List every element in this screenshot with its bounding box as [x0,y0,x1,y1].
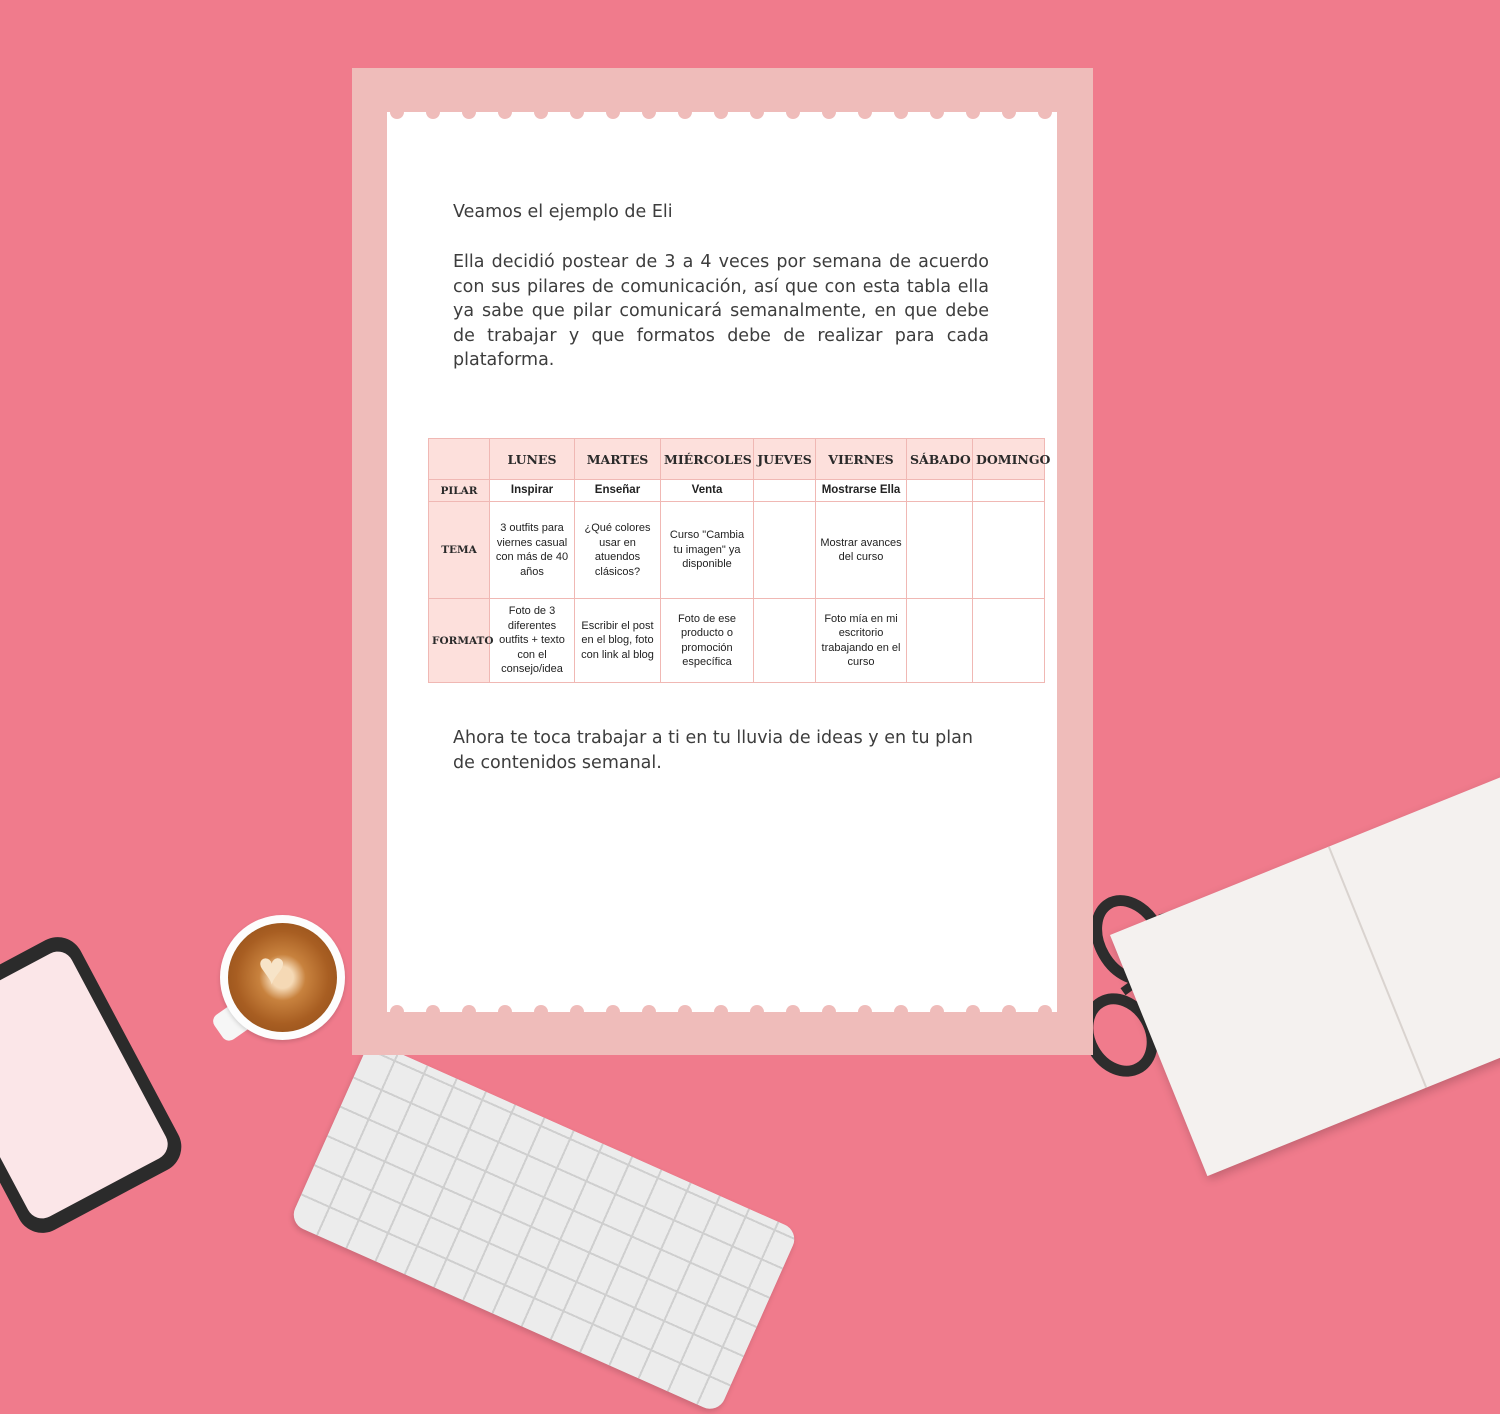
notebook-fold [1328,846,1427,1088]
table-cell: 3 outfits para viernes casual con más de 40 años [490,502,575,599]
row-header: FORMATO [429,599,490,683]
perforation-dot [786,112,800,119]
day-header: MARTES [575,439,661,480]
table-header-row [429,439,1045,480]
table-row [429,480,1045,502]
perforation-dot [966,112,980,119]
perforation-dot [1002,112,1016,119]
heart-art-icon: ♥ [258,942,286,994]
closing-paragraph: Ahora te toca trabajar a ti en tu lluvia de ideas y en tu plan de contenidos semanal. [453,728,973,773]
table-cell [907,599,973,683]
perforation-dot [714,112,728,119]
perforation-bottom [387,998,1057,1012]
table-cell [973,599,1045,683]
perforation-dot [894,1005,908,1012]
perforation-dot [1038,1005,1052,1012]
perforation-dot [786,1005,800,1012]
table-cell: Foto de ese producto o promoción específica [661,599,754,683]
perforation-dot [534,1005,548,1012]
perforation-dot [714,1005,728,1012]
perforation-dot [750,1005,764,1012]
day-header: VIERNES [816,439,907,480]
perforation-dot [678,112,692,119]
corner-cell [429,439,490,480]
perforation-dot [570,112,584,119]
perforation-dot [498,1005,512,1012]
perforation-dot [822,112,836,119]
perforation-dot [894,112,908,119]
perforation-dot [570,1005,584,1012]
table-cell [907,480,973,502]
table-cell [754,599,816,683]
day-header: LUNES [490,439,575,480]
table-cell: Escribir el post en el blog, foto con link al blog [575,599,661,683]
table-cell: Inspirar [490,480,575,502]
perforation-dot [462,112,476,119]
phone-screen [0,946,173,1224]
perforation-dot [390,112,404,119]
table-row [429,599,1045,683]
perforation-top [387,112,1057,126]
table-cell: Mostrar avances del curso [816,502,907,599]
perforation-dot [858,1005,872,1012]
table-cell [754,480,816,502]
perforation-dot [678,1005,692,1012]
perforation-dot [534,112,548,119]
intro-paragraph: Ella decidió postear de 3 a 4 veces por semana de acuerdo con sus pilares de comunicación, así que con esta tabla ella ya sabe que pilar comunicará semanalmente, en que debe de trabajar y que formatos debe de realizar para cada plataforma. [453,252,989,370]
perforation-dot [462,1005,476,1012]
perforation-dot [642,112,656,119]
perforation-dot [930,1005,944,1012]
table-cell: Curso "Cambia tu imagen" ya disponible [661,502,754,599]
weekly-content-table [428,438,1051,683]
perforation-dot [426,1005,440,1012]
perforation-dot [750,112,764,119]
table-cell: Foto mía en mi escritorio trabajando en el curso [816,599,907,683]
table-cell: Mostrarse Ella [816,480,907,502]
perforation-dot [498,112,512,119]
table-cell [973,480,1045,502]
table-row [429,502,1045,599]
perforation-dot [426,112,440,119]
table-cell [973,502,1045,599]
perforation-dot [822,1005,836,1012]
table-cell: Venta [661,480,754,502]
perforation-dot [1038,112,1052,119]
table-cell: ¿Qué colores usar en atuendos clásicos? [575,502,661,599]
perforation-dot [966,1005,980,1012]
row-header: PILAR [429,480,490,502]
day-header: MIÉRCOLES [661,439,754,480]
perforation-dot [858,112,872,119]
page-title: Veamos el ejemplo de Eli [453,202,673,222]
row-header: TEMA [429,502,490,599]
keyboard-icon [289,1040,800,1414]
notebook-icon [1110,759,1500,1176]
perforation-dot [1002,1005,1016,1012]
table-cell: Foto de 3 diferentes outfits + texto con el consejo/idea [490,599,575,683]
table-cell: Enseñar [575,480,661,502]
latte-heart-icon [220,915,345,1040]
table-cell [907,502,973,599]
day-header: DOMINGO [973,439,1045,480]
perforation-dot [390,1005,404,1012]
smartphone-icon [0,928,190,1242]
perforation-dot [606,112,620,119]
perforation-dot [930,112,944,119]
day-header: JUEVES [754,439,816,480]
perforation-dot [606,1005,620,1012]
day-header: SÁBADO [907,439,973,480]
perforation-dot [642,1005,656,1012]
table-cell [754,502,816,599]
